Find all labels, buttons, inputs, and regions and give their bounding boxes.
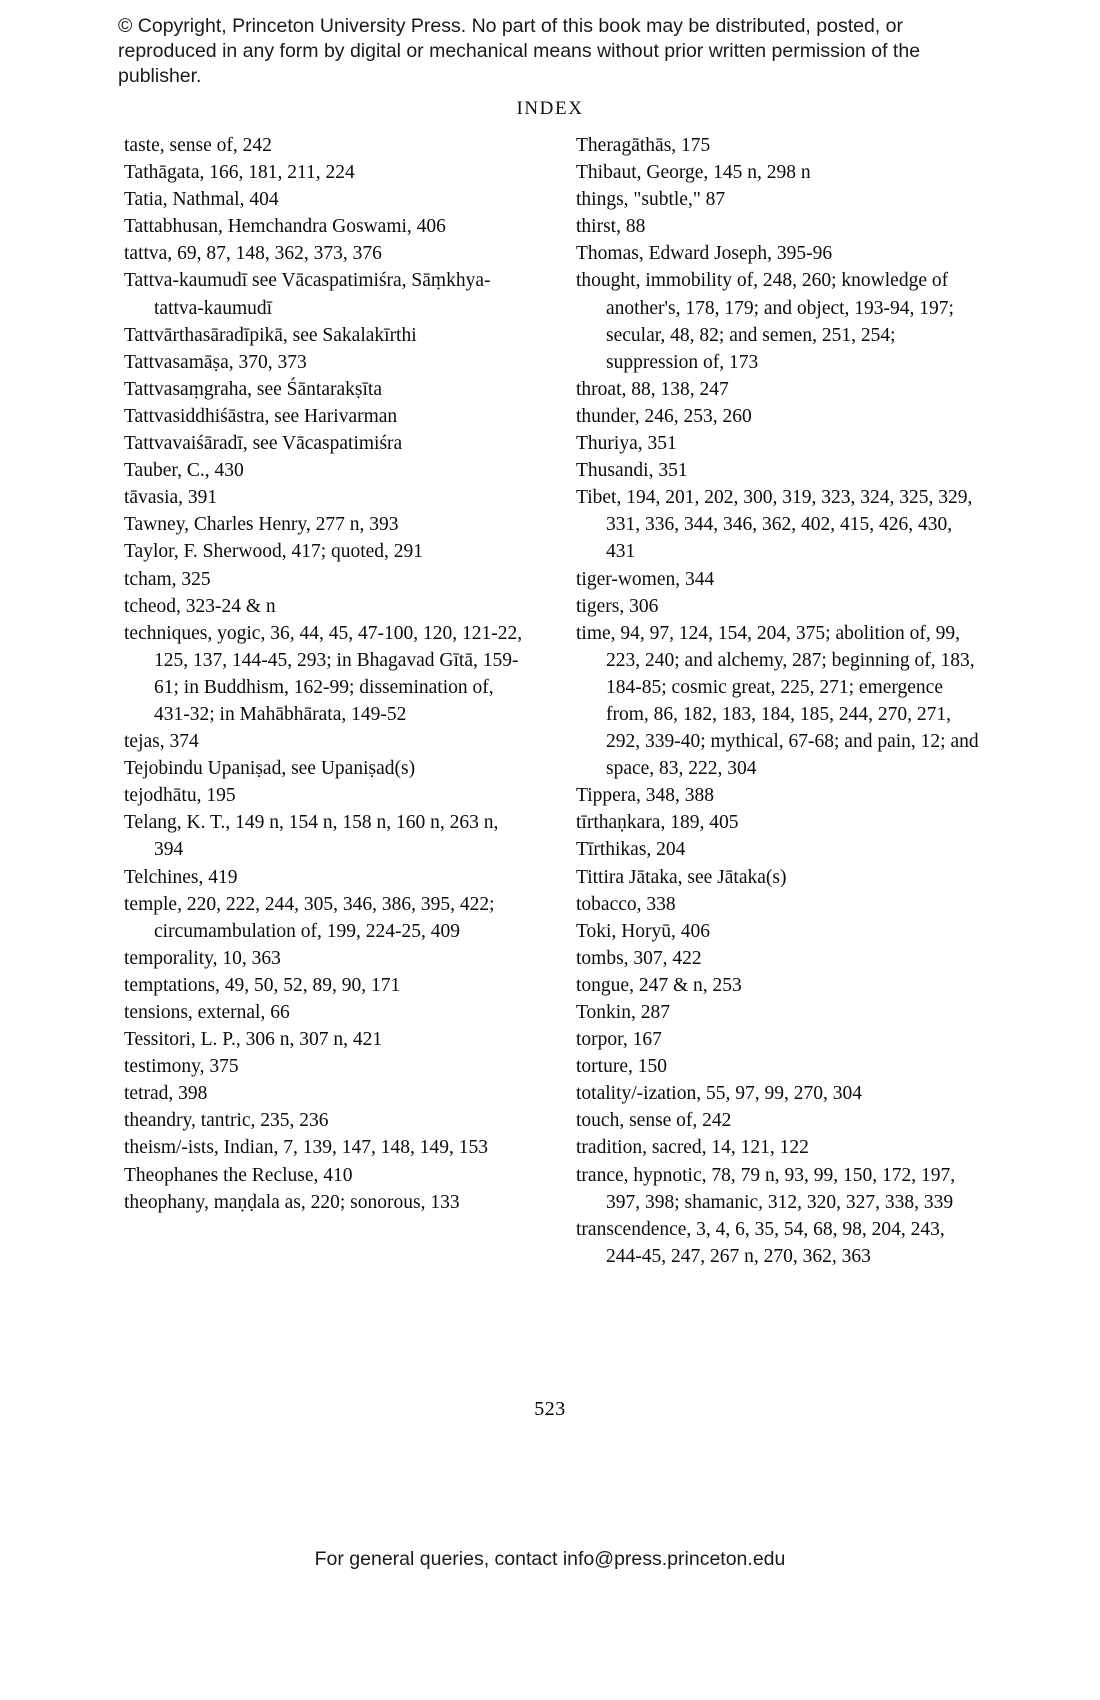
index-entry: Tibet, 194, 201, 202, 300, 319, 323, 324, 325, 329, 331, 336, 344, 346, 362, 402, 415, 426, 430, 431 [576, 487, 973, 563]
index-entry: Thibaut, George, 145 n, 298 n [576, 162, 811, 184]
index-entry: Tīrthikas, 204 [576, 839, 686, 861]
index-entry: thirst, 88 [576, 216, 646, 238]
index-columns [124, 132, 984, 1270]
index-entry: tobacco, 338 [576, 893, 676, 915]
index-entry: temptations, 49, 50, 52, 89, 90, 171 [124, 974, 401, 996]
index-entry: Tonkin, 287 [576, 1002, 670, 1023]
index-entry: techniques, yogic, 36, 44, 45, 47-100, 120, 121-22, 125, 137, 144-45, 293; in Bhagavad Gītā, 159-61; in Buddhism, 162-99; dissemination of, 431-32; in Mahābhārata, 149-52 [124, 622, 523, 725]
index-entry: tradition, sacred, 14, 121, 122 [576, 1137, 809, 1159]
page-number: 523 [534, 1398, 566, 1420]
index-entry: torture, 150 [576, 1056, 667, 1078]
index-entry: totality/-ization, 55, 97, 99, 270, 304 [576, 1083, 862, 1105]
index-entry: thunder, 246, 253, 260 [576, 405, 752, 427]
index-entry: Telang, K. T., 149 n, 154 n, 158 n, 160 n, 263 n, 394 [124, 812, 499, 861]
index-column-left [124, 132, 532, 1270]
index-entry: Tattvavaiśāradī, see Vācaspatimiśra [124, 433, 403, 455]
index-entry: Tatia, Nathmal, 404 [124, 189, 279, 211]
index-entry: tiger-women, 344 [576, 568, 715, 590]
index-entry: tejodhātu, 195 [124, 785, 236, 807]
index-column-right [576, 132, 984, 1270]
index-entry: tattva, 69, 87, 148, 362, 373, 376 [124, 243, 382, 265]
index-entry: tcham, 325 [124, 568, 211, 590]
index-entry: Theophanes the Recluse, 410 [124, 1164, 353, 1186]
index-entry: Tippera, 348, 388 [576, 785, 714, 807]
index-entry: touch, sense of, 242 [576, 1110, 732, 1132]
index-entry: trance, hypnotic, 78, 79 n, 93, 99, 150, 172, 197, 397, 398; shamanic, 312, 320, 327, 338, 339 [576, 1164, 956, 1213]
index-entry: throat, 88, 138, 247 [576, 378, 729, 400]
index-entry: transcendence, 3, 4, 6, 35, 54, 68, 98, 204, 243, 244-45, 247, 267 n, 270, 362, 363 [576, 1218, 945, 1267]
index-entry: tetrad, 398 [124, 1083, 208, 1105]
index-entry: Toki, Horyū, 406 [576, 920, 711, 942]
index-entry: tejas, 374 [124, 731, 199, 753]
copyright-notice: © Copyright, Princeton University Press. No part of this book may be distributed, posted, or reproduced in any form by digital or mechanical means without prior written permission of the publisher. [118, 15, 921, 87]
index-entry: Tattvasaṃgraha, see Śāntarakṣīta [124, 378, 382, 400]
index-entry: Tattabhusan, Hemchandra Goswami, 406 [124, 216, 446, 238]
index-entry: temple, 220, 222, 244, 305, 346, 386, 395, 422; circumambulation of, 199, 224-25, 409 [124, 893, 495, 942]
index-entry: tigers, 306 [576, 595, 659, 617]
index-entry: thought, immobility of, 248, 260; knowledge of another's, 178, 179; and object, 193-94, 197; secular, 48, 82; and semen, 251, 254; suppression of, 173 [576, 270, 954, 373]
index-entry: Telchines, 419 [124, 866, 238, 888]
index-entry: Tittira Jātaka, see Jātaka(s) [576, 866, 787, 888]
index-entry: theophany, maṇḍala as, 220; sonorous, 133 [124, 1191, 460, 1213]
index-entry: tombs, 307, 422 [576, 947, 702, 969]
index-entry: things, "subtle," 87 [576, 189, 726, 211]
index-entry: time, 94, 97, 124, 154, 204, 375; abolition of, 99, 223, 240; and alchemy, 287; beginning of, 183, 184-85; cosmic great, 225, 271; emergence from, 86, 182, 183, 184, 185, 244, 270, 271, 292, 339-40; mythical, 67-68; and pain, 12; and space, 83, 222, 304 [576, 622, 979, 780]
index-entry: tcheod, 323-24 & n [124, 595, 276, 617]
page-title: INDEX [516, 98, 584, 119]
index-entry: Tattva-kaumudī see Vācaspatimiśra, Sāṃkhya-tattva-kaumudī [124, 270, 491, 319]
index-entry: Thusandi, 351 [576, 460, 688, 482]
index-entry: taste, sense of, 242 [124, 135, 272, 156]
index-entry: Taylor, F. Sherwood, 417; quoted, 291 [124, 541, 424, 563]
index-entry: Tathāgata, 166, 181, 211, 224 [124, 162, 355, 184]
index-entry: tongue, 247 & n, 253 [576, 974, 742, 996]
index-entry: testimony, 375 [124, 1056, 239, 1078]
index-entry: Thuriya, 351 [576, 433, 677, 455]
general-queries-footer: For general queries, contact info@press.princeton.edu [314, 1548, 786, 1570]
index-entry: tāvasia, 391 [124, 487, 218, 509]
index-entry: tensions, external, 66 [124, 1002, 290, 1023]
index-entry: Tattvārthasāradīpikā, see Sakalakīrthi [124, 324, 417, 346]
index-entry: theandry, tantric, 235, 236 [124, 1110, 329, 1132]
index-entry: Tauber, C., 430 [124, 460, 244, 482]
index-entry: Tejobindu Upaniṣad, see Upaniṣad(s) [124, 758, 416, 780]
index-entry: torpor, 167 [576, 1029, 662, 1051]
index-entry: Tattvasamāṣa, 370, 373 [124, 351, 307, 373]
index-entry: temporality, 10, 363 [124, 947, 281, 969]
index-entry: Thomas, Edward Joseph, 395-96 [576, 243, 833, 265]
index-entry: Tessitori, L. P., 306 n, 307 n, 421 [124, 1029, 383, 1051]
index-entry: tīrthaṇkara, 189, 405 [576, 812, 739, 834]
index-entry: Tawney, Charles Henry, 277 n, 393 [124, 514, 399, 536]
index-entry: Theragāthās, 175 [576, 135, 711, 156]
index-entry: theism/-ists, Indian, 7, 139, 147, 148, 149, 153 [124, 1137, 488, 1159]
index-entry: Tattvasiddhiśāstra, see Harivarman [124, 405, 398, 427]
